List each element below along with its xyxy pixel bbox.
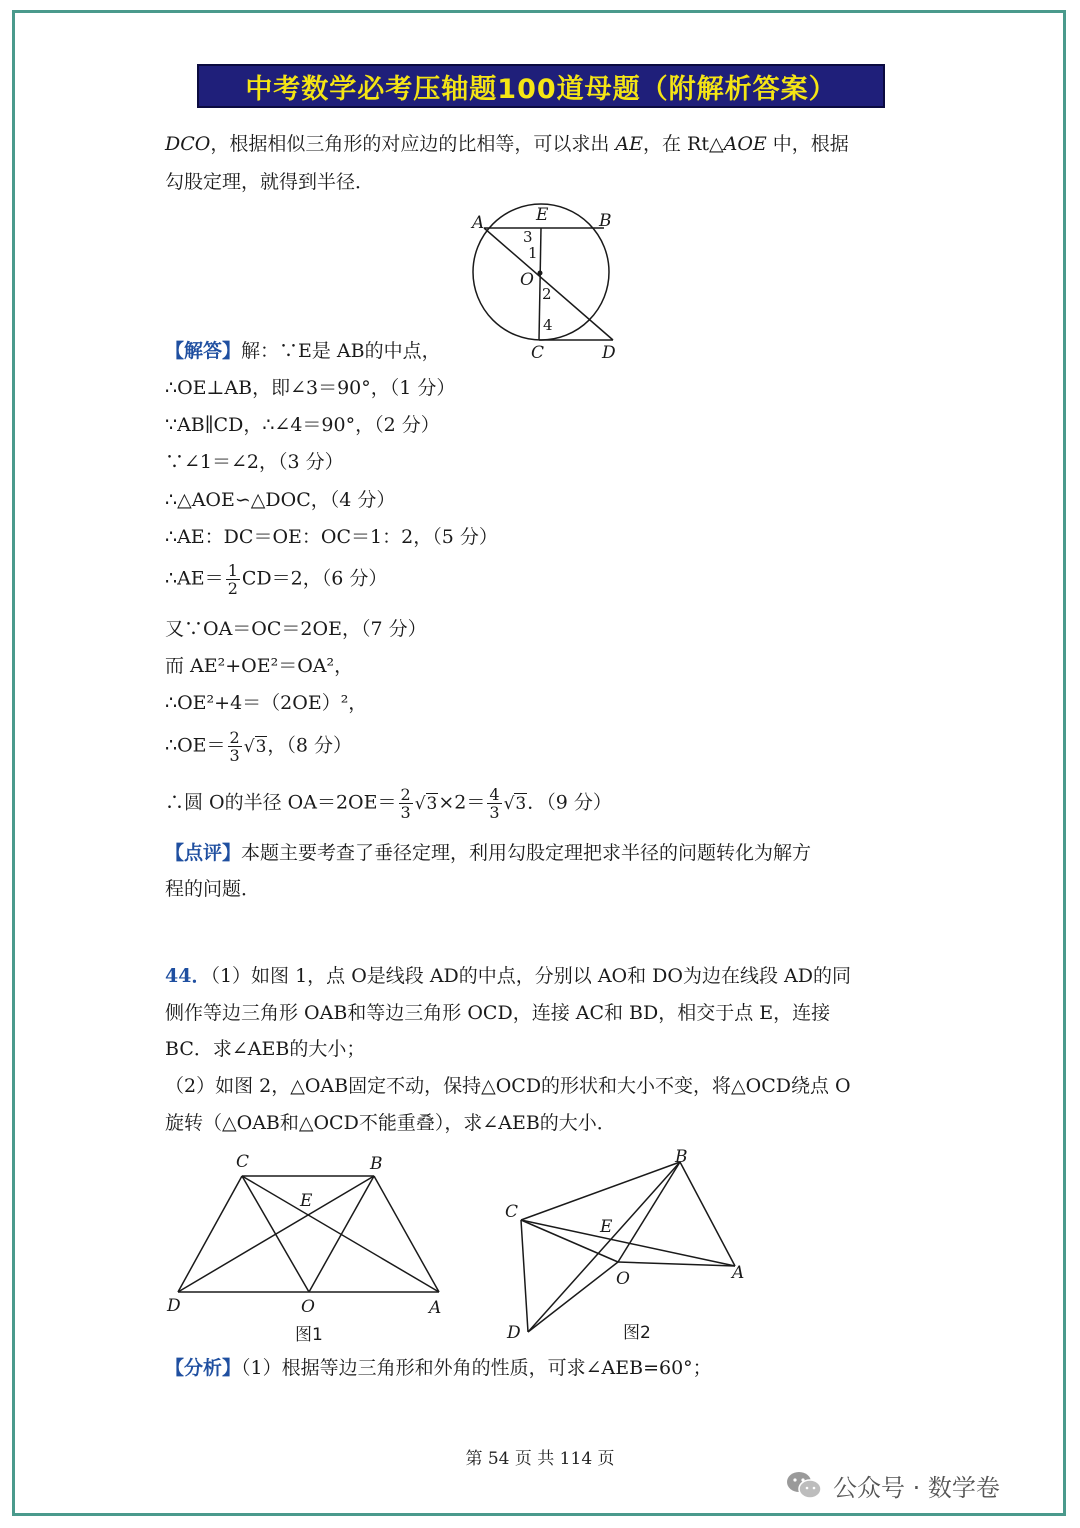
- intro-term: DCO: [165, 133, 211, 155]
- label-o: O: [301, 1297, 315, 1317]
- fraction: [487, 786, 501, 821]
- problem-44-line-1: [165, 963, 851, 989]
- label-a: A: [429, 1298, 442, 1318]
- problem-44-line-3: BC．求∠AEB的大小；: [165, 1038, 366, 1060]
- solution-line-3: ∵∠1＝∠2，（3 分）: [165, 451, 344, 473]
- figure-2: [495, 1140, 760, 1345]
- segment-cb: [521, 1162, 680, 1220]
- label-o: O: [520, 270, 534, 290]
- solution-line-6: [165, 562, 387, 597]
- segment-dc: [178, 1176, 242, 1292]
- solution-line-8: 而 AE²+OE²＝OA²，: [165, 655, 354, 677]
- fraction-denominator: 3: [489, 803, 500, 822]
- solution-line-5: ∴AE：DC＝OE：OC＝1：2，（5 分）: [165, 526, 498, 548]
- label-b: B: [370, 1154, 383, 1174]
- problem-44-line-5: 旋转（△OAB和△OCD不能重叠），求∠AEB的大小．: [165, 1112, 616, 1134]
- fraction: [399, 786, 413, 821]
- label-a: A: [732, 1263, 745, 1283]
- solution-text: ．（9 分）: [527, 791, 612, 814]
- solution-line-10: [165, 729, 352, 764]
- label-c: C: [531, 343, 545, 363]
- intro-line-2: 勾股定理，就得到半径．: [165, 171, 375, 193]
- label-e: E: [536, 205, 549, 225]
- segment-bd: [178, 1176, 374, 1292]
- label-o: O: [616, 1269, 630, 1289]
- solution-text: ∴圆 O的半径 OA＝2OE＝: [165, 791, 397, 814]
- segment-ec: [539, 228, 541, 340]
- circle-figure: [462, 200, 627, 365]
- figure-1-caption: 图1: [295, 1325, 323, 1345]
- figure-2-caption: 图2: [623, 1323, 651, 1343]
- analysis-text: （1）根据等边三角形和外角的性质，可求∠AEB=60°；: [241, 1357, 712, 1379]
- solution-line-11: [165, 786, 612, 821]
- angle-1: 1: [528, 244, 538, 262]
- solution-line-9: ∴OE²+4＝（2OE）²，: [165, 692, 368, 714]
- solution-text: ∴OE＝: [165, 734, 226, 757]
- segment-ca: [242, 1176, 439, 1292]
- solution-line-7: 又∵OA＝OC＝2OE，（7 分）: [165, 618, 427, 640]
- intro-line-1: [165, 131, 849, 157]
- label-e: E: [600, 1217, 613, 1237]
- angle-2: 2: [542, 285, 552, 303]
- segment-ba: [374, 1176, 439, 1292]
- solution-tag: 【解答】: [165, 340, 242, 362]
- fraction-denominator: 3: [229, 746, 240, 765]
- solution-line-0: [165, 338, 441, 364]
- radicand: 3: [255, 736, 267, 757]
- fraction-numerator: 2: [400, 785, 411, 804]
- page-number: 第 54 页 共 114 页: [465, 1449, 615, 1469]
- segment-cd: [521, 1220, 528, 1332]
- comment-line-2: 程的问题．: [165, 878, 261, 900]
- fraction-numerator: 1: [227, 561, 238, 580]
- label-b: B: [599, 211, 612, 231]
- problem-44-line-4: （2）如图 2，△OAB固定不动，保持△OCD的形状和大小不变，将△OCD绕点 O: [165, 1075, 851, 1097]
- label-c: C: [236, 1152, 250, 1172]
- intro-text: ，在 Rt△: [643, 133, 724, 155]
- angle-4: 4: [543, 316, 553, 334]
- segment-db: [528, 1162, 680, 1332]
- solution-line-1: ∴OE⊥AB，即∠3＝90°，（1 分）: [165, 377, 456, 399]
- segment-ca: [521, 1220, 735, 1266]
- radicand: 3: [426, 793, 438, 814]
- intro-term: AE: [615, 133, 643, 155]
- angle-3: 3: [523, 228, 533, 246]
- solution-text: 解：∵E是 AB的中点，: [241, 340, 441, 362]
- analysis-tag: 【分析】: [165, 1357, 242, 1379]
- intro-term: AOE: [723, 133, 767, 155]
- comment-line-1: [165, 840, 811, 866]
- fraction: [228, 729, 242, 764]
- label-d: D: [602, 343, 616, 363]
- label-d: D: [167, 1296, 181, 1316]
- solution-line-2: ∵AB∥CD，∴∠4＝90°，（2 分）: [165, 414, 440, 436]
- fraction-denominator: 3: [400, 803, 411, 822]
- comment-text: 本题主要考查了垂径定理，利用勾股定理把求半径的问题转化为解方: [241, 842, 812, 864]
- fraction-numerator: 2: [229, 728, 240, 747]
- analysis-line: [165, 1355, 712, 1381]
- problem-text: （1）如图 1，点 O是线段 AD的中点，分别以 AO和 DO为边在线段 AD的同: [210, 965, 851, 987]
- radicand: 3: [515, 793, 527, 814]
- sqrt: √3: [503, 793, 527, 814]
- watermark-text: 公众号 · 数学卷: [833, 1473, 1000, 1502]
- fraction: [226, 562, 240, 597]
- intro-text: ，根据相似三角形的对应边的比相等，可以求出: [210, 133, 616, 155]
- comment-tag: 【点评】: [165, 842, 242, 864]
- sqrt: √3: [414, 793, 438, 814]
- center-point: [538, 271, 543, 276]
- wechat-icon: [785, 1469, 823, 1501]
- watermark: [785, 1467, 1000, 1503]
- solution-line-4: ∴△AOE∽△DOC，（4 分）: [165, 489, 396, 511]
- problem-44-line-2: 侧作等边三角形 OAB和等边三角形 OCD，连接 AC和 BD，相交于点 E，连接: [165, 1002, 831, 1024]
- solution-text: ∴AE＝: [165, 567, 224, 590]
- label-c: C: [505, 1202, 519, 1222]
- segment-ba: [680, 1162, 735, 1266]
- figure-1: [160, 1145, 460, 1350]
- fraction-numerator: 4: [489, 785, 500, 804]
- label-b: B: [675, 1147, 688, 1167]
- title-banner: 中考数学必考压轴题100道母题（附解析答案）: [197, 64, 885, 108]
- solution-text: ，（8 分）: [267, 734, 353, 757]
- solution-text: CD＝2，（6 分）: [241, 567, 388, 590]
- label-e: E: [300, 1191, 313, 1211]
- sqrt: √3: [243, 736, 267, 757]
- segment-do: [528, 1262, 618, 1332]
- intro-text: 中，根据: [766, 133, 849, 155]
- label-d: D: [507, 1323, 521, 1343]
- problem-number: 44．: [165, 965, 211, 987]
- fraction-denominator: 2: [227, 579, 238, 598]
- label-a: A: [472, 213, 485, 233]
- solution-text: ×2＝: [438, 791, 486, 814]
